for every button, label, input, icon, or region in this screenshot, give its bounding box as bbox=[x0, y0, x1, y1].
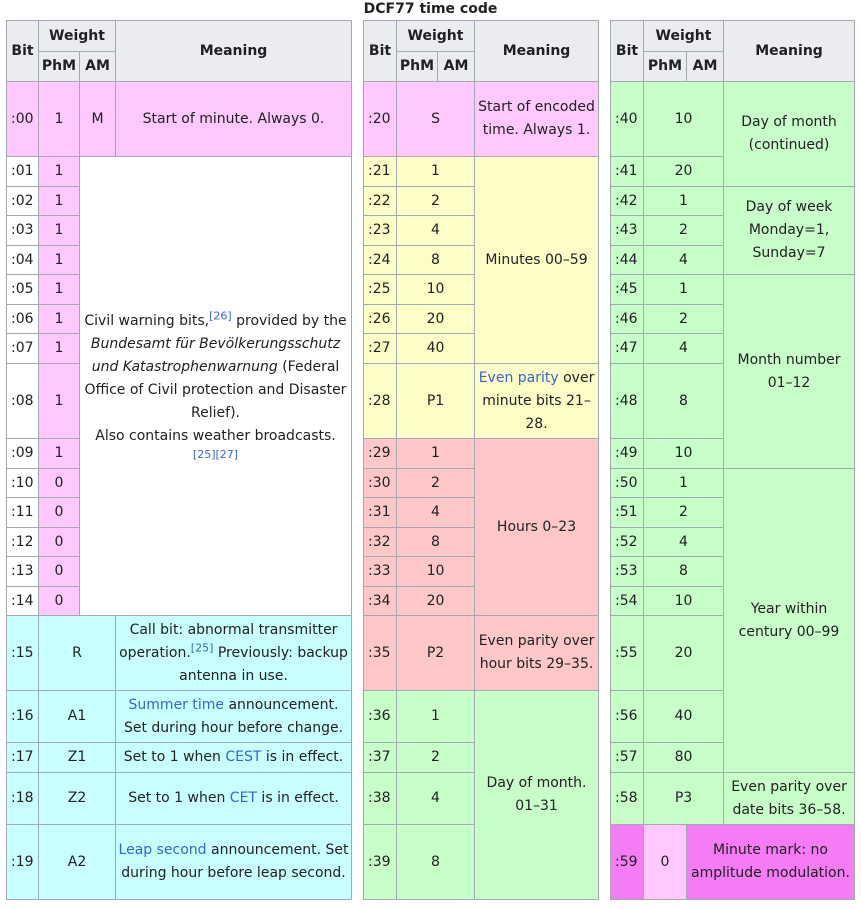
phm-cell: 1 bbox=[39, 216, 80, 246]
bit-cell: :29 bbox=[364, 439, 397, 469]
bit-cell: :38 bbox=[364, 773, 397, 825]
weight-cell: A2 bbox=[39, 825, 116, 900]
bit-cell: :25 bbox=[364, 275, 397, 305]
weight-cell: 4 bbox=[644, 334, 724, 364]
bit-cell: :46 bbox=[611, 305, 644, 334]
meaning-day-of-month: Day of month. 01–31 bbox=[475, 691, 599, 900]
bit-cell: :40 bbox=[611, 82, 644, 157]
civil-agency-name: Bundesamt für Bevölkerungsschutz und Katastrophenwarnung bbox=[90, 336, 341, 375]
bit-cell: :39 bbox=[364, 825, 397, 900]
bit-cell: :53 bbox=[611, 557, 644, 587]
weight-cell: 1 bbox=[397, 157, 475, 187]
weight-cell: P2 bbox=[397, 616, 475, 691]
header-meaning: Meaning bbox=[724, 21, 855, 82]
bit-cell: :11 bbox=[7, 498, 39, 528]
meaning-day-of-week: Day of week Monday=1, Sunday=7 bbox=[724, 187, 855, 275]
meaning-cet bbox=[116, 773, 352, 825]
meaning-call-bit bbox=[116, 616, 352, 691]
weight-cell: 20 bbox=[644, 157, 724, 187]
bit-cell: :44 bbox=[611, 246, 644, 275]
weight-cell: 2 bbox=[644, 305, 724, 334]
phm-cell: 0 bbox=[39, 587, 80, 616]
summer-time-link[interactable]: Summer time bbox=[128, 696, 225, 713]
weight-cell: 2 bbox=[397, 187, 475, 216]
weight-cell: A1 bbox=[39, 691, 116, 743]
bit-cell: :59 bbox=[611, 825, 644, 900]
meaning-minute-parity bbox=[475, 364, 599, 439]
bit-cell: :15 bbox=[7, 616, 39, 691]
bit-cell: :36 bbox=[364, 691, 397, 743]
weight-cell: 2 bbox=[644, 498, 724, 528]
meaning-summer-time bbox=[116, 691, 352, 743]
weight-cell: 8 bbox=[397, 528, 475, 557]
bit-cell: :49 bbox=[611, 439, 644, 469]
bit-cell: :18 bbox=[7, 773, 39, 825]
bit-cell: :14 bbox=[7, 587, 39, 616]
minute-parity-text: over minute bits 21–28. bbox=[482, 369, 595, 432]
meaning-day-of-month-cont: Day of month (continued) bbox=[724, 82, 855, 187]
phm-cell: 1 bbox=[39, 246, 80, 275]
meaning-hour-parity: Even parity over hour bits 29–35. bbox=[475, 616, 599, 691]
header-am: AM bbox=[80, 52, 116, 82]
weight-cell: 20 bbox=[644, 616, 724, 691]
phm-cell: 1 bbox=[39, 439, 80, 469]
bit-cell: :50 bbox=[611, 469, 644, 498]
bit-cell: :09 bbox=[7, 439, 39, 469]
bit-cell: :01 bbox=[7, 157, 39, 187]
bit-cell: :13 bbox=[7, 557, 39, 587]
meaning-minute-mark: Minute mark: no amplitude modulation. bbox=[687, 825, 855, 900]
weight-cell: 8 bbox=[644, 364, 724, 439]
bit-cell: :33 bbox=[364, 557, 397, 587]
weight-cell: 4 bbox=[397, 216, 475, 246]
cest-link[interactable]: CEST bbox=[225, 749, 262, 765]
meaning-hours: Hours 0–23 bbox=[475, 439, 599, 616]
bit-cell: :06 bbox=[7, 305, 39, 334]
civil-text-3: (Federal Office of Civil protection and Disaster Relief). bbox=[84, 359, 347, 421]
phm-cell: 1 bbox=[39, 305, 80, 334]
meaning-month: Month number 01–12 bbox=[724, 275, 855, 469]
phm-cell: 0 bbox=[644, 825, 687, 900]
meaning-leap-second bbox=[116, 825, 352, 900]
header-am: AM bbox=[438, 52, 475, 82]
civil-text-1: Civil warning bits, bbox=[84, 313, 210, 329]
leap-second-text: announcement. Set during hour before leap second. bbox=[121, 842, 349, 881]
bit-cell: :34 bbox=[364, 587, 397, 616]
bit-cell: :24 bbox=[364, 246, 397, 275]
bit-cell: :41 bbox=[611, 157, 644, 187]
cest-text-2: is in effect. bbox=[261, 749, 344, 765]
leap-second-link[interactable]: Leap second bbox=[118, 842, 207, 858]
table-caption: DCF77 time code bbox=[363, 1, 498, 17]
cest-text-1: Set to 1 when bbox=[123, 749, 226, 765]
bit-cell: :03 bbox=[7, 216, 39, 246]
bits-00-19-table bbox=[6, 20, 352, 900]
bit-cell: :26 bbox=[364, 305, 397, 334]
bit-cell: :42 bbox=[611, 187, 644, 216]
bit-cell: :02 bbox=[7, 187, 39, 216]
header-am: AM bbox=[687, 52, 724, 82]
meaning-start-encoded: Start of encoded time. Always 1. bbox=[475, 82, 599, 157]
header-phm: PhM bbox=[644, 52, 687, 82]
summer-time-text: announcement. Set during hour before change. bbox=[123, 696, 344, 736]
bit-cell: :12 bbox=[7, 528, 39, 557]
bit-cell: :32 bbox=[364, 528, 397, 557]
bit-cell: :35 bbox=[364, 616, 397, 691]
bit-cell: :19 bbox=[7, 825, 39, 900]
weight-cell: 20 bbox=[397, 305, 475, 334]
meaning-civil-warning bbox=[80, 157, 352, 616]
bit-cell: :28 bbox=[364, 364, 397, 439]
weight-cell: R bbox=[39, 616, 116, 691]
weight-cell: 8 bbox=[397, 246, 475, 275]
phm-cell: 1 bbox=[39, 364, 80, 439]
header-bit: Bit bbox=[7, 21, 39, 82]
bit-cell: :47 bbox=[611, 334, 644, 364]
bit-cell: :23 bbox=[364, 216, 397, 246]
weight-cell: P3 bbox=[644, 773, 724, 825]
weight-cell: 1 bbox=[397, 439, 475, 469]
am-cell: M bbox=[80, 82, 116, 157]
phm-cell: 0 bbox=[39, 528, 80, 557]
weight-cell: 80 bbox=[644, 743, 724, 773]
header-meaning: Meaning bbox=[475, 21, 599, 82]
bit-cell: :37 bbox=[364, 743, 397, 773]
cet-text-1: Set to 1 when bbox=[128, 790, 230, 806]
bit-cell: :48 bbox=[611, 364, 644, 439]
civil-text-4: Also contains weather broadcasts. bbox=[95, 428, 336, 444]
bit-cell: :52 bbox=[611, 528, 644, 557]
weight-cell: 2 bbox=[397, 469, 475, 498]
weight-cell: 8 bbox=[397, 825, 475, 900]
civil-text-2: provided by the bbox=[231, 313, 347, 329]
header-weight: Weight bbox=[397, 21, 475, 52]
bit-cell: :20 bbox=[364, 82, 397, 157]
bits-20-39-table bbox=[363, 20, 599, 900]
cet-text-2: is in effect. bbox=[256, 790, 339, 806]
bit-cell: :27 bbox=[364, 334, 397, 364]
weight-cell: 40 bbox=[644, 691, 724, 743]
call-bit-text-2: Previously: backup antenna in use. bbox=[179, 644, 348, 684]
header-weight: Weight bbox=[644, 21, 724, 52]
header-phm: PhM bbox=[39, 52, 80, 82]
weight-cell: 4 bbox=[644, 528, 724, 557]
bit-cell: :17 bbox=[7, 743, 39, 773]
ref-25[interactable]: [25] bbox=[190, 640, 214, 654]
phm-cell: 0 bbox=[39, 498, 80, 528]
bit-cell: :45 bbox=[611, 275, 644, 305]
phm-cell: 1 bbox=[39, 82, 80, 157]
bit-cell: :57 bbox=[611, 743, 644, 773]
weight-cell: 4 bbox=[644, 246, 724, 275]
phm-cell: 0 bbox=[39, 557, 80, 587]
weight-cell: 8 bbox=[644, 557, 724, 587]
weight-cell: 1 bbox=[397, 691, 475, 743]
header-bit: Bit bbox=[611, 21, 644, 82]
meaning-start-of-minute: Start of minute. Always 0. bbox=[116, 82, 352, 157]
bit-cell: :54 bbox=[611, 587, 644, 616]
bit-cell: :16 bbox=[7, 691, 39, 743]
ref-26[interactable]: [26] bbox=[209, 309, 232, 323]
ref-25-27[interactable]: [25][27] bbox=[192, 448, 239, 461]
phm-cell: 1 bbox=[39, 334, 80, 364]
bits-40-59-table bbox=[610, 20, 855, 900]
meaning-date-parity: Even parity over date bits 36–58. bbox=[724, 773, 855, 825]
phm-cell: 0 bbox=[39, 469, 80, 498]
weight-cell: 4 bbox=[397, 773, 475, 825]
header-bit: Bit bbox=[364, 21, 397, 82]
header-meaning: Meaning bbox=[116, 21, 352, 82]
header-phm: PhM bbox=[397, 52, 438, 82]
bit-cell: :56 bbox=[611, 691, 644, 743]
weight-cell: 40 bbox=[397, 334, 475, 364]
phm-cell: 1 bbox=[39, 187, 80, 216]
weight-cell: 1 bbox=[644, 275, 724, 305]
header-weight: Weight bbox=[39, 21, 116, 52]
weight-cell: 10 bbox=[644, 82, 724, 157]
weight-cell: S bbox=[397, 82, 475, 157]
weight-cell: 10 bbox=[644, 439, 724, 469]
bit-cell: :22 bbox=[364, 187, 397, 216]
bit-cell: :07 bbox=[7, 334, 39, 364]
bit-cell: :58 bbox=[611, 773, 644, 825]
weight-cell: 2 bbox=[397, 743, 475, 773]
meaning-year: Year within century 00–99 bbox=[724, 469, 855, 773]
weight-cell: 20 bbox=[397, 587, 475, 616]
bit-cell: :30 bbox=[364, 469, 397, 498]
weight-cell: P1 bbox=[397, 364, 475, 439]
bit-cell: :10 bbox=[7, 469, 39, 498]
cet-link[interactable]: CET bbox=[229, 790, 257, 806]
call-bit-text: Call bit: abnormal transmitter operation. bbox=[119, 621, 338, 661]
weight-cell: 1 bbox=[644, 469, 724, 498]
weight-cell: 10 bbox=[397, 557, 475, 587]
phm-cell: 1 bbox=[39, 275, 80, 305]
weight-cell: 4 bbox=[397, 498, 475, 528]
bit-cell: :00 bbox=[7, 82, 39, 157]
meaning-cest bbox=[116, 743, 352, 773]
bit-cell: :51 bbox=[611, 498, 644, 528]
weight-cell: 2 bbox=[644, 216, 724, 246]
weight-cell: 1 bbox=[644, 187, 724, 216]
meaning-minutes: Minutes 00–59 bbox=[475, 157, 599, 364]
even-parity-link[interactable]: Even parity bbox=[478, 369, 559, 386]
weight-cell: Z2 bbox=[39, 773, 116, 825]
bit-cell: :55 bbox=[611, 616, 644, 691]
weight-cell: 10 bbox=[397, 275, 475, 305]
weight-cell: 10 bbox=[644, 587, 724, 616]
bit-cell: :04 bbox=[7, 246, 39, 275]
bit-cell: :05 bbox=[7, 275, 39, 305]
bit-cell: :08 bbox=[7, 364, 39, 439]
bit-cell: :21 bbox=[364, 157, 397, 187]
phm-cell: 1 bbox=[39, 157, 80, 187]
bit-cell: :31 bbox=[364, 498, 397, 528]
bit-cell: :43 bbox=[611, 216, 644, 246]
weight-cell: Z1 bbox=[39, 743, 116, 773]
